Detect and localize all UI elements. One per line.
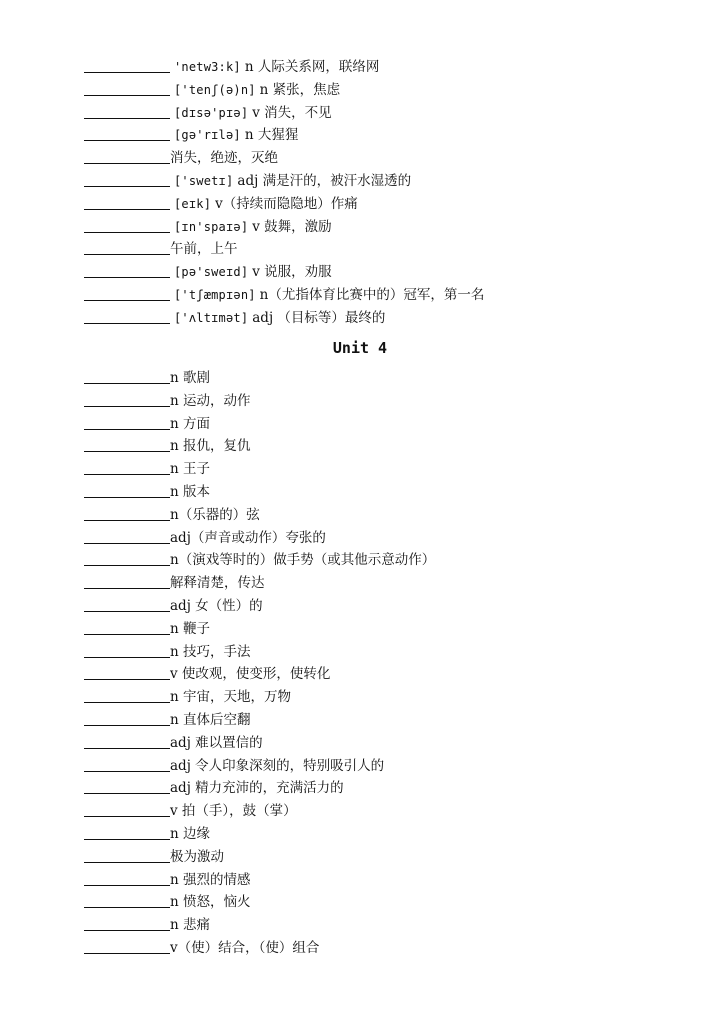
definition-text: v（使）结合，（使）组合 — [170, 939, 320, 956]
vocab-row — [84, 914, 684, 937]
definition-text: adj（声音或动作）夸张的 — [170, 529, 326, 546]
vocab-row — [84, 170, 684, 193]
vocab-row — [84, 481, 684, 504]
answer-blank[interactable] — [84, 780, 170, 794]
answer-blank[interactable] — [84, 507, 170, 521]
answer-blank[interactable] — [84, 287, 170, 301]
answer-blank[interactable] — [84, 105, 170, 119]
answer-blank[interactable] — [84, 803, 170, 817]
vocab-row — [84, 56, 684, 79]
vocab-row — [84, 413, 684, 436]
definition-text: n 直体后空翻 — [170, 711, 251, 728]
definition-text: v 鼓舞，激励 — [252, 218, 332, 235]
definition-text: n（演戏等时的）做手势（或其他示意动作） — [170, 552, 436, 569]
vocab-row — [84, 595, 684, 618]
answer-blank[interactable] — [84, 849, 170, 863]
vocab-row — [84, 261, 684, 284]
vocab-row — [84, 777, 684, 800]
definition-text: n 运动，动作 — [170, 392, 251, 409]
answer-blank[interactable] — [84, 644, 170, 658]
vocab-row — [84, 823, 684, 846]
answer-blank[interactable] — [84, 438, 170, 452]
answer-blank[interactable] — [84, 712, 170, 726]
definition-text: n 王子 — [170, 461, 210, 478]
vocab-row — [84, 458, 684, 481]
answer-blank[interactable] — [84, 917, 170, 931]
vocab-row — [84, 435, 684, 458]
answer-blank[interactable] — [84, 310, 170, 324]
definition-text: n 方面 — [170, 415, 210, 432]
answer-blank[interactable] — [84, 241, 170, 255]
phonetic-transcription: [ɪn'spaɪə] — [174, 219, 249, 234]
definition-text: v 使改观，使变形，使转化 — [170, 666, 331, 683]
definition-text: adj 令人印象深刻的，特别吸引人的 — [170, 757, 385, 774]
answer-blank[interactable] — [84, 173, 170, 187]
vocab-row — [84, 755, 684, 778]
answer-blank[interactable] — [84, 552, 170, 566]
vocab-row — [84, 367, 684, 390]
answer-blank[interactable] — [84, 219, 170, 233]
vocab-row — [84, 307, 684, 330]
vocab-row — [84, 618, 684, 641]
answer-blank[interactable] — [84, 264, 170, 278]
answer-blank[interactable] — [84, 59, 170, 73]
definition-text: n 版本 — [170, 483, 210, 500]
definition-text: v 拍（手），鼓（掌） — [170, 803, 297, 820]
answer-blank[interactable] — [84, 370, 170, 384]
vocab-row — [84, 193, 684, 216]
definition-text: 午前，上午 — [170, 241, 238, 258]
definition-text: n 愤怒，恼火 — [170, 894, 251, 911]
vocab-row — [84, 846, 684, 869]
definition-text: v 消失，不见 — [252, 104, 332, 121]
phonetic-transcription: 'netw3:k] — [174, 60, 241, 74]
definition-text: n 悲痛 — [170, 917, 210, 934]
vocab-row — [84, 527, 684, 550]
definition-text: 消失，绝迹，灭绝 — [170, 150, 278, 167]
vocab-row — [84, 549, 684, 572]
definition-text: n（乐器的）弦 — [170, 506, 260, 523]
phonetic-transcription: ['tʃæmpɪən] — [174, 287, 256, 302]
phonetic-transcription: ['swetɪ] — [174, 173, 234, 188]
vocab-row — [84, 663, 684, 686]
vocab-row — [84, 800, 684, 823]
definition-text: n 技巧，手法 — [170, 643, 251, 660]
definition-text: v 说服，劝服 — [252, 264, 332, 281]
vocab-row — [84, 390, 684, 413]
vocab-row — [84, 709, 684, 732]
answer-blank[interactable] — [84, 826, 170, 840]
definition-text: n 歌剧 — [170, 370, 210, 386]
definition-text: n 报仇，复仇 — [170, 438, 251, 455]
definition-text: 解释清楚，传达 — [170, 575, 265, 592]
vocab-row — [84, 641, 684, 664]
unit-heading: Unit 4 — [332, 339, 388, 357]
vocab-row — [84, 124, 684, 147]
answer-blank[interactable] — [84, 196, 170, 210]
definition-text: n 大猩猩 — [244, 127, 299, 144]
definition-text: n 边缘 — [170, 825, 210, 842]
phonetic-transcription: [pə'sweɪd] — [174, 265, 249, 280]
vocab-row — [84, 238, 684, 261]
answer-blank[interactable] — [84, 689, 170, 703]
answer-blank[interactable] — [84, 416, 170, 430]
phonetic-transcription: ['ʌltɪmət] — [174, 310, 249, 325]
definition-text: 极为激动 — [170, 848, 224, 865]
definition-text: n 鞭子 — [170, 620, 210, 637]
phonetic-transcription: [dɪsə'pɪə] — [174, 105, 249, 120]
definition-text: n 强烈的情感 — [170, 871, 251, 888]
answer-blank[interactable] — [84, 940, 170, 954]
vocab-row — [84, 79, 684, 102]
answer-blank[interactable] — [84, 150, 170, 164]
vocab-row — [84, 937, 684, 960]
vocab-row — [84, 572, 684, 595]
answer-blank[interactable] — [84, 127, 170, 141]
vocab-row — [84, 216, 684, 239]
answer-blank[interactable] — [84, 530, 170, 544]
answer-blank[interactable] — [84, 393, 170, 407]
definition-text: n 紧张，焦虑 — [259, 81, 341, 98]
definition-text: n（尤指体育比赛中的）冠军，第一名 — [259, 286, 485, 303]
definition-text: adj （目标等）最终的 — [252, 309, 386, 326]
answer-blank[interactable] — [84, 735, 170, 749]
answer-blank[interactable] — [84, 872, 170, 886]
answer-blank[interactable] — [84, 484, 170, 498]
definition-text: adj 满是汗的，被汗水湿透的 — [237, 172, 412, 189]
phonetic-transcription: [gə'rɪlə] — [174, 128, 241, 143]
vocab-row — [84, 504, 684, 527]
answer-blank[interactable] — [84, 758, 170, 772]
definition-text: adj 难以置信的 — [170, 734, 263, 751]
answer-blank[interactable] — [84, 82, 170, 96]
answer-blank[interactable] — [84, 666, 170, 680]
answer-blank[interactable] — [84, 575, 170, 589]
definition-text: n 人际关系网，联络网 — [244, 59, 380, 75]
vocab-row — [84, 284, 684, 307]
vocab-row — [84, 891, 684, 914]
vocab-row — [84, 869, 684, 892]
vocab-row — [84, 732, 684, 755]
definition-text: adj 精力充沛的，充满活力的 — [170, 780, 344, 797]
phonetic-transcription: [eɪk] — [174, 196, 212, 211]
definition-text: n 宇宙，天地，万物 — [170, 689, 291, 706]
answer-blank[interactable] — [84, 894, 170, 908]
vocab-row — [84, 102, 684, 125]
answer-blank[interactable] — [84, 461, 170, 475]
definition-text: v（持续而隐隐地）作痛 — [215, 195, 358, 212]
definition-text: adj 女（性）的 — [170, 597, 263, 614]
answer-blank[interactable] — [84, 621, 170, 635]
phonetic-transcription: ['tenʃ(ə)n] — [174, 82, 256, 97]
vocabulary-list-part-1 — [84, 56, 684, 330]
vocab-row — [84, 686, 684, 709]
vocab-row — [84, 147, 684, 170]
vocabulary-list-unit-4 — [84, 367, 684, 960]
answer-blank[interactable] — [84, 598, 170, 612]
